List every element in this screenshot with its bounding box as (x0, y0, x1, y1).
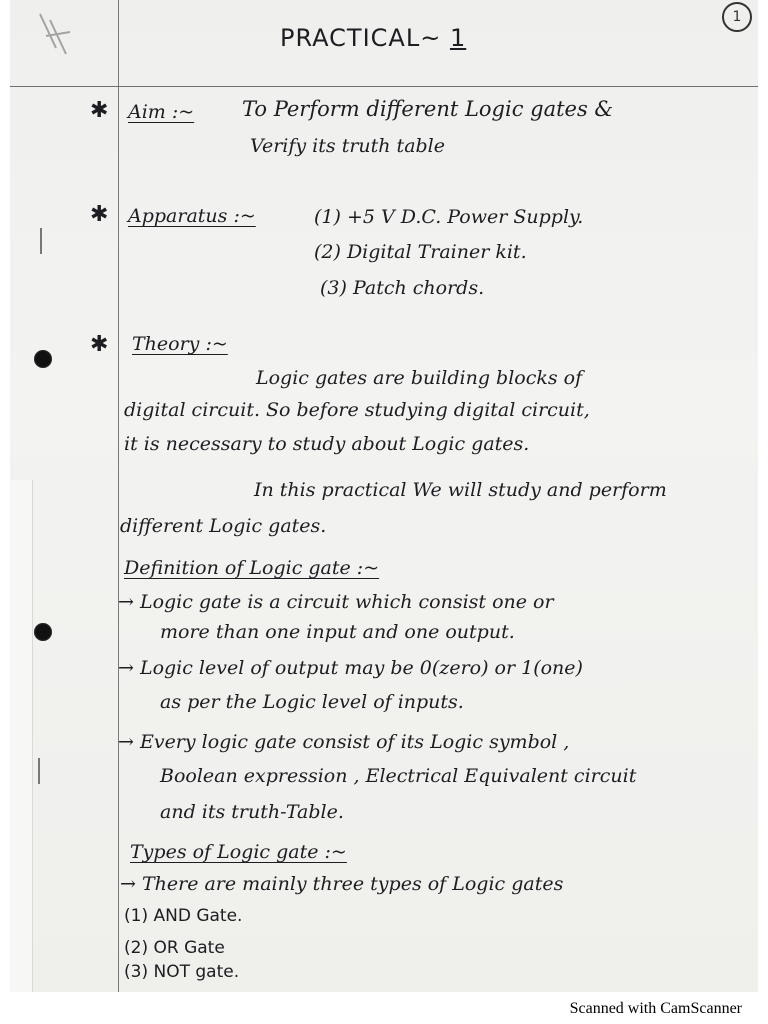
pen-scribble-icon (36, 8, 76, 58)
bullet-star-icon: ✱ (90, 202, 109, 227)
margin-line (118, 0, 119, 992)
definition-heading: Definition of Logic gate :~ (124, 557, 380, 579)
types-intro: → There are mainly three types of Logic gates (120, 873, 564, 895)
page-number-badge: 1 (722, 2, 752, 32)
punch-hole-icon (34, 350, 52, 368)
types-item: (2) OR Gate (124, 938, 225, 958)
bullet-star-icon: ✱ (90, 332, 109, 357)
theory-para-2-line: In this practical We will study and perform (254, 479, 667, 501)
aim-label: Aim :~ (128, 101, 195, 123)
definition-point-line: and its truth-Table. (160, 801, 344, 823)
punch-hole-icon (34, 623, 52, 641)
apparatus-item: (1) +5 V D.C. Power Supply. (314, 206, 584, 228)
theory-para-1-line: digital circuit. So before studying digital circuit, (124, 399, 590, 421)
types-item: (3) NOT gate. (124, 962, 240, 982)
title-text: PRACTICAL (280, 24, 421, 52)
theory-para-1-line: it is necessary to study about Logic gates. (124, 433, 530, 455)
definition-point-line: Boolean expression , Electrical Equivalent circuit (160, 765, 637, 787)
definition-point-line: more than one input and one output. (160, 621, 515, 643)
bullet-star-icon: ✱ (90, 98, 109, 123)
aim-line-2: Verify its truth table (250, 135, 446, 157)
theory-para-1-line: Logic gates are building blocks of (256, 367, 583, 389)
definition-point-line: → Logic level of output may be 0(zero) or 1(one) (118, 657, 583, 679)
apparatus-label: Apparatus :~ (128, 205, 256, 227)
theory-para-2-line: different Logic gates. (120, 515, 327, 537)
title-number: 1 (449, 24, 467, 52)
scanner-watermark: Scanned with CamScanner (569, 1000, 742, 1017)
page-edge (10, 480, 33, 992)
title-sep: ~ (420, 24, 442, 52)
apparatus-item: (2) Digital Trainer kit. (314, 241, 527, 263)
page-title (280, 26, 466, 50)
theory-label: Theory :~ (132, 333, 228, 355)
aim-line-1: To Perform different Logic gates & (242, 97, 614, 121)
header-rule (10, 86, 758, 87)
notebook-page (10, 0, 758, 992)
definition-point-line: → Every logic gate consist of its Logic symbol , (118, 731, 570, 753)
types-heading: Types of Logic gate :~ (130, 841, 347, 863)
margin-tick (38, 758, 40, 784)
definition-point-line: as per the Logic level of inputs. (160, 691, 464, 713)
margin-tick (40, 228, 42, 254)
types-item: (1) AND Gate. (124, 906, 243, 926)
apparatus-item: (3) Patch chords. (320, 277, 485, 299)
definition-point-line: → Logic gate is a circuit which consist one or (118, 591, 554, 613)
